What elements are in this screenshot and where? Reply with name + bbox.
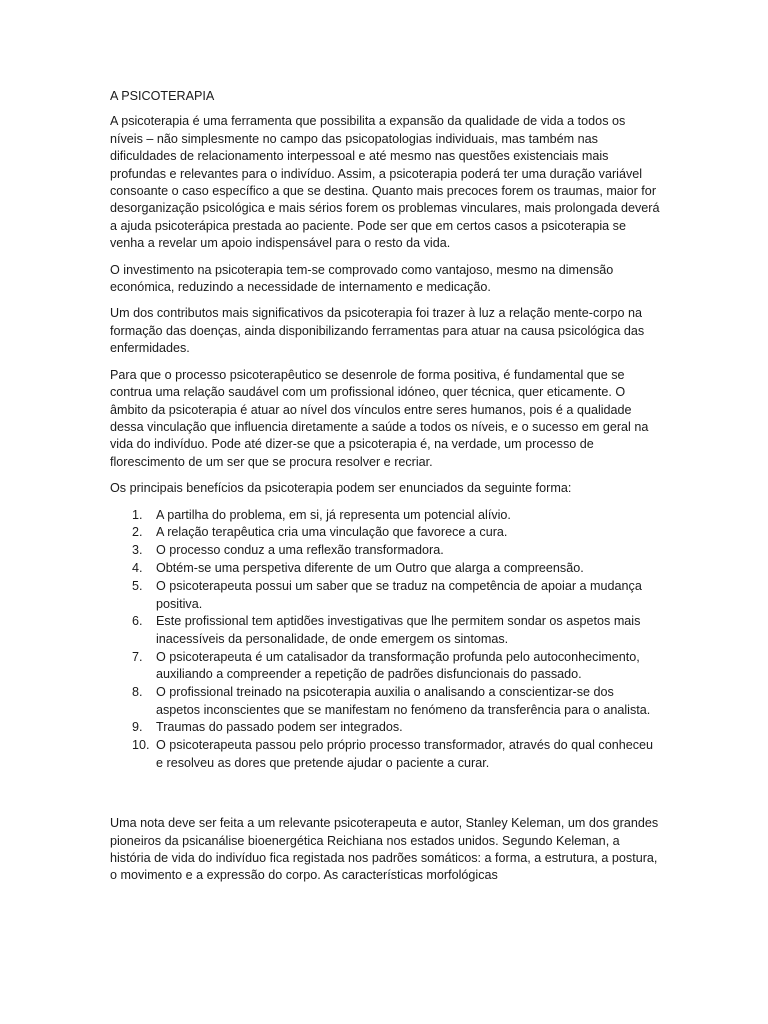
paragraph-contributions: Um dos contributos mais significativos da psicoterapia foi trazer à luz a relação mente-corpo na formação das doenças, ainda disponibilizando ferramentas para atuar na causa psicológica das enfermidades. — [110, 306, 645, 356]
list-item-number: 7. — [132, 649, 143, 664]
list-item — [110, 684, 660, 719]
list-item-text: O psicoterapeuta é um catalisador da transformação profunda pelo autoconhecimento, auxiliando a compreender a repetição de padrões disfuncionais do passado. — [156, 649, 640, 682]
list-item-number: 5. — [132, 579, 143, 594]
list-item-number: 8. — [132, 685, 143, 700]
list-item-text: Este profissional tem aptidões investigativas que lhe permitem sondar os aspetos mais inacessíveis da personalidade, de onde emergem os sintomas. — [156, 614, 641, 646]
paragraph-intro: A psicoterapia é uma ferramenta que possibilita a expansão da qualidade de vida a todos os níveis – não simplesmente no campo das psicopatologias individuais, mas também nas dificuldades de relacionamento interpessoal e até mesmo nas questões existenciais mais profundas e relevantes para o indivíduo. Assim, a psicoterapia poderá ter uma duração variável consoante o caso específico a que se destina. Quanto mais precoces forem os traumas, maior for desorganização psicológica e mais sérios forem os problemas vinculares, mais prolongada deverá a ajuda psicoterápica prestada ao paciente. Pode ser que em certos casos a psicoterapia se venha a revelar um apoio indispensável para o resto da vida. — [110, 114, 660, 251]
list-item — [110, 578, 660, 613]
list-item-text: O psicoterapeuta possui um saber que se traduz na competência de apoiar a mudança positiva. — [156, 579, 642, 611]
paragraph-investment: O investimento na psicoterapia tem-se comprovado como vantajoso, mesmo na dimensão económica, reduzindo a necessidade de internamento e medicação. — [110, 262, 614, 295]
list-item-number: 6. — [132, 614, 143, 629]
benefits-list — [110, 507, 660, 773]
list-item-text: O processo conduz a uma reflexão transformadora. — [156, 543, 444, 558]
list-item — [110, 737, 660, 772]
list-item-text: O profissional treinado na psicoterapia auxilia o analisando a conscientizar-se dos aspetos inconscientes que se manifestam no fenómeno da transferência para o analista. — [156, 685, 651, 717]
list-item — [110, 507, 660, 524]
list-item-number: 1. — [132, 507, 143, 522]
list-item-text: A partilha do problema, em si, já representa um potencial alívio. — [156, 507, 511, 522]
list-item — [110, 719, 660, 736]
list-item — [110, 560, 660, 577]
list-item — [110, 524, 660, 541]
section-gap — [110, 781, 660, 815]
list-item-text: A relação terapêutica cria uma vinculação que favorece a cura. — [156, 525, 508, 540]
list-item-text: Obtém-se uma perspetiva diferente de um Outro que alarga a compreensão. — [156, 561, 584, 576]
list-item-number: 2. — [132, 525, 143, 540]
list-item-number: 4. — [132, 561, 143, 576]
list-item — [110, 649, 660, 684]
paragraph-process: Para que o processo psicoterapêutico se desenrole de forma positiva, é fundamental que se contrua uma relação saudável com um profissional idóneo, quer técnica, quer eticamente. O âmbito da psicoterapia é atuar ao nível dos vínculos entre seres humanos, pois é a qualidade dessa vinculação que influencia diretamente a saúde a todos os níveis, e o sucesso em geral na vida do indivíduo. Pode até dizer-se que a psicoterapia é, na verdade, um processo de florescimento de um ser que se procura resolver e recriar. — [110, 367, 649, 469]
document-title: A PSICOTERAPIA — [110, 89, 215, 103]
list-item-number: 3. — [132, 543, 143, 558]
list-item-text: O psicoterapeuta passou pelo próprio processo transformador, através do qual conheceu e resolveu as dores que pretende ajudar o paciente a curar. — [156, 738, 654, 770]
list-item-text: Traumas do passado podem ser integrados. — [156, 720, 403, 735]
list-item — [110, 613, 660, 648]
document-page — [110, 88, 660, 894]
paragraph-benefits-intro: Os principais benefícios da psicoterapia podem ser enunciados da seguinte forma: — [110, 481, 572, 496]
list-item — [110, 542, 660, 559]
list-item-number: 10. — [132, 738, 150, 753]
paragraph-keleman: Uma nota deve ser feita a um relevante psicoterapeuta e autor, Stanley Keleman, um dos grandes pioneiros da psicanálise bioenergética Reichiana nos estados unidos. Segundo Keleman, a história de vida do indivíduo fica registada nos padrões somáticos: a forma, a estrutura, a postura, o movimento e a expressão do corpo. As características morfológicas — [110, 816, 659, 883]
list-item-number: 9. — [132, 720, 143, 735]
